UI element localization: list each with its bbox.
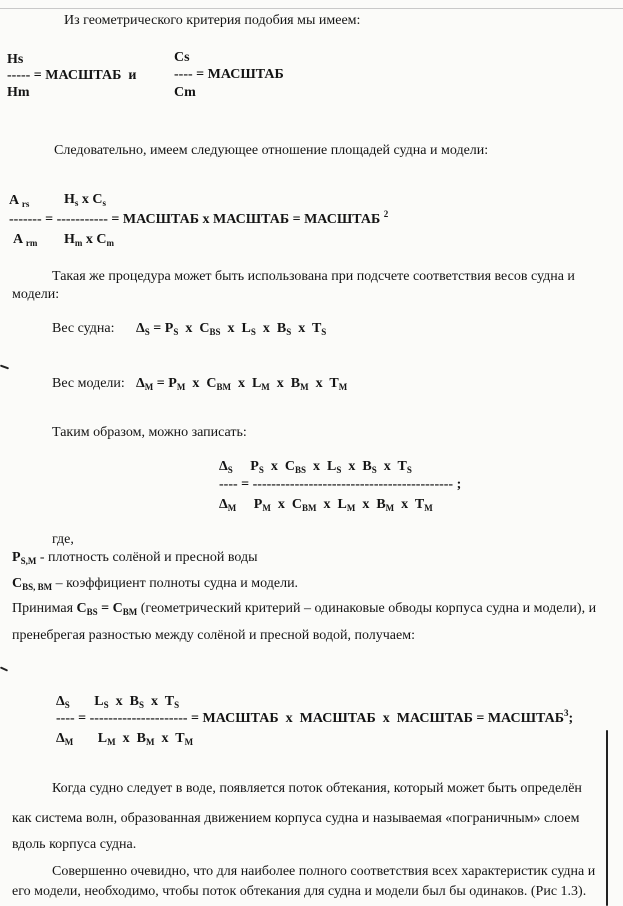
ship-weight-label: Вес судна:: [52, 321, 115, 336]
area-num-lhs: A $_{rs}$: [9, 193, 30, 209]
scan-mark-left-1: [0, 365, 9, 370]
ship-weight-formula: $\Delta_S = P_S$ x $C_{BS}$ x $L_S$ x $B_S$ x $T_S$: [136, 321, 327, 337]
ratio-bar: ---- = ------------------------------------------- ;: [219, 477, 462, 492]
accept-line2: пренебрегая разностью между солёной и пресной водой, получаем:: [12, 628, 415, 643]
model-weight-label: Вес модели:: [52, 376, 125, 391]
ratio-hs: Hs: [7, 52, 24, 67]
intro-text: Из геометрического критерия подобия мы имеем:: [64, 13, 361, 28]
flow-para-line3: вдоль корпуса судна.: [12, 837, 137, 852]
final-num: $\Delta_S$ $L_S$ x $B_S$ x $T_S$: [56, 694, 180, 710]
area-num-rhs: $H_s$ x $C_s$: [64, 192, 107, 208]
final-den: $\Delta_M$ $L_M$ x $B_M$ x $T_M$: [56, 731, 194, 747]
accept-line1: Принимая $C_{BS} = C_{BM}$ (геометрический критерий – одинаковые обводы корпуса судна и модели), и: [12, 601, 597, 617]
weights-para-line2: модели:: [12, 287, 60, 302]
weights-para-line1: Такая же процедура может быть использована при подсчете соответствия весов судна и: [52, 269, 575, 284]
model-weight-formula: $\Delta_M = P_M$ x $C_{BM}$ x $L_M$ x $B_M$ x $T_M$: [136, 376, 348, 392]
final-bar: ---- = --------------------- = МАСШТАБ x МАСШТАБ x МАСШТАБ = $МАСШТАБ^3$;: [56, 708, 574, 726]
write-intro: Таким образом, можно записать:: [52, 425, 247, 440]
area-intro: Следовательно, имеем следующее отношение площадей судна и модели:: [54, 143, 489, 158]
top-rule: [0, 8, 623, 9]
ratio-bar-hs: ----- = МАСШТАБ и: [7, 68, 137, 83]
area-den-rhs: $H_m$ x $C_m$: [64, 232, 115, 248]
scan-mark-right-edge: [606, 730, 608, 906]
flow-para-line2: как система волн, образованная движением корпуса судна и называемая «пограничным» слоем: [12, 811, 580, 826]
definition-density: $P_{S,M}$ - плотность солёной и пресной воды: [12, 550, 258, 566]
scan-mark-left-2: [0, 666, 8, 671]
obvious-para-line2: его модели, необходимо, чтобы поток обтекания для судна и модели был бы одинаков. (Рис 1.3).: [12, 884, 587, 899]
ratio-bar-cs: ---- = МАСШТАБ: [174, 67, 284, 82]
obvious-para-line1: Совершенно очевидно, что для наиболее полного соответствия всех характеристик судна и: [52, 864, 596, 879]
area-bar: ------- = ----------- = МАСШТАБ x МАСШТАБ = МАСШТАБ $^2$: [9, 209, 389, 227]
ratio-num: $\Delta_S$ $P_S$ x $C_{BS}$ x $L_S$ x $B_S$ x $T_S$: [219, 459, 412, 475]
where-text: где,: [52, 532, 74, 547]
definition-block-coef: $C_{BS, BM}$ – коэффициент полноты судна и модели.: [12, 576, 299, 592]
ratio-cm: Cm: [174, 85, 196, 100]
ratio-den: $\Delta_M$ $P_M$ x $C_{BM}$ x $L_M$ x $B_M$ x $T_M$: [219, 497, 433, 513]
ratio-cs: Cs: [174, 50, 190, 65]
ratio-hm: Hm: [7, 85, 30, 100]
area-den-lhs: A $_{rm}$: [13, 232, 38, 248]
flow-para-line1: Когда судно следует в воде, появляется поток обтекания, который может быть определён: [52, 781, 582, 796]
